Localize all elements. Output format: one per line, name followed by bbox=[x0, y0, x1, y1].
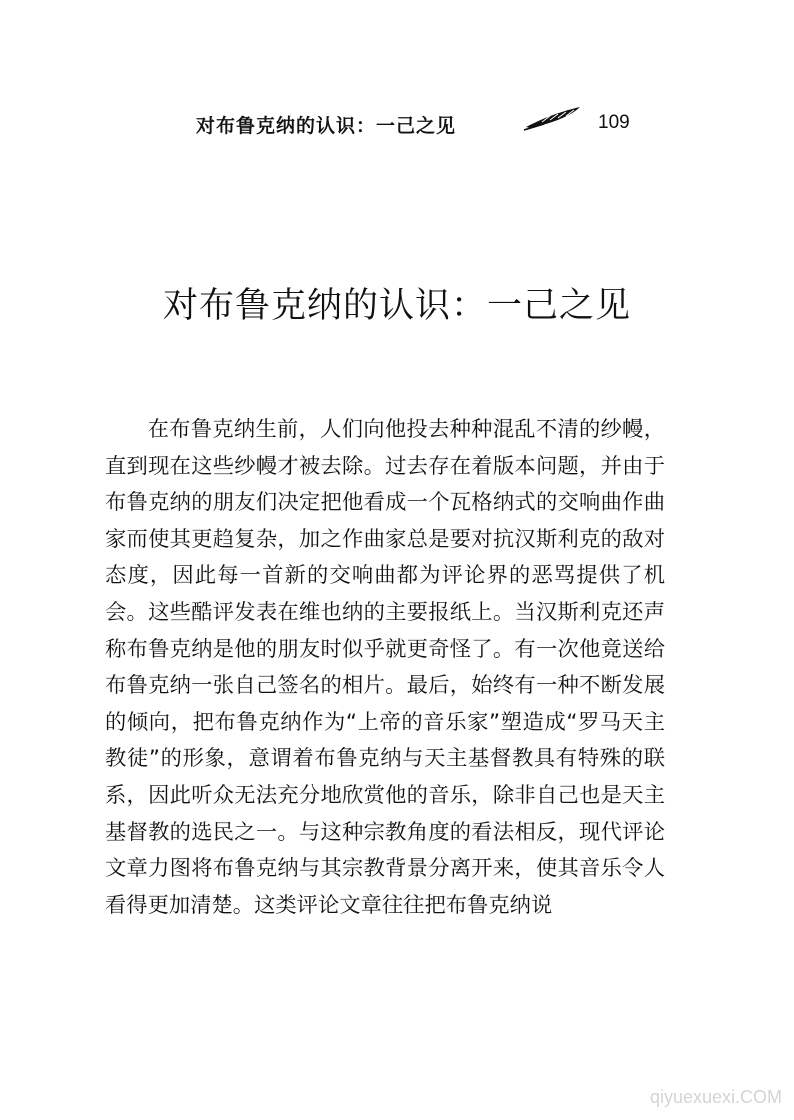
running-title: 对布鲁克纳的认识：一己之见 bbox=[196, 115, 457, 137]
body-paragraph: 在布鲁克纳生前，人们向他投去种种混乱不清的纱幔，直到现在这些纱幔才被去除。过去存在着版本问题，并由于布鲁克纳的朋友们决定把他看成一个瓦格纳式的交响曲作曲家而使其更趋复杂，加之作曲家总是要对抗汉斯利克的敌对态度，因此每一首新的交响曲都为评论界的恶骂提供了机会。这些酷评发表在维也纳的主要报纸上。当汉斯利克还声称布鲁克纳是他的朋友时似乎就更奇怪了。有一次他竟送给布鲁克纳一张自己签名的相片。最后，始终有一种不断发展的倾向，把布鲁克纳作为“上帝的音乐家”塑造成“罗马天主教徒”的形象，意谓着布鲁克纳与天主基督教具有特殊的联系，因此听众无法充分地欣赏他的音乐，除非自己也是天主基督教的选民之一。与这种宗教角度的看法相反，现代评论文章力图将布鲁克纳与其宗教背景分离开来，使其音乐令人看得更加清楚。这类评论文章往往把布鲁克纳说 bbox=[105, 417, 665, 918]
running-header bbox=[196, 105, 656, 139]
feather-icon bbox=[524, 105, 584, 133]
chapter-title: 对布鲁克纳的认识：一己之见 bbox=[162, 286, 631, 326]
page-number: 109 bbox=[598, 112, 630, 133]
watermark: qiyuexuexi.COM bbox=[649, 1087, 782, 1107]
